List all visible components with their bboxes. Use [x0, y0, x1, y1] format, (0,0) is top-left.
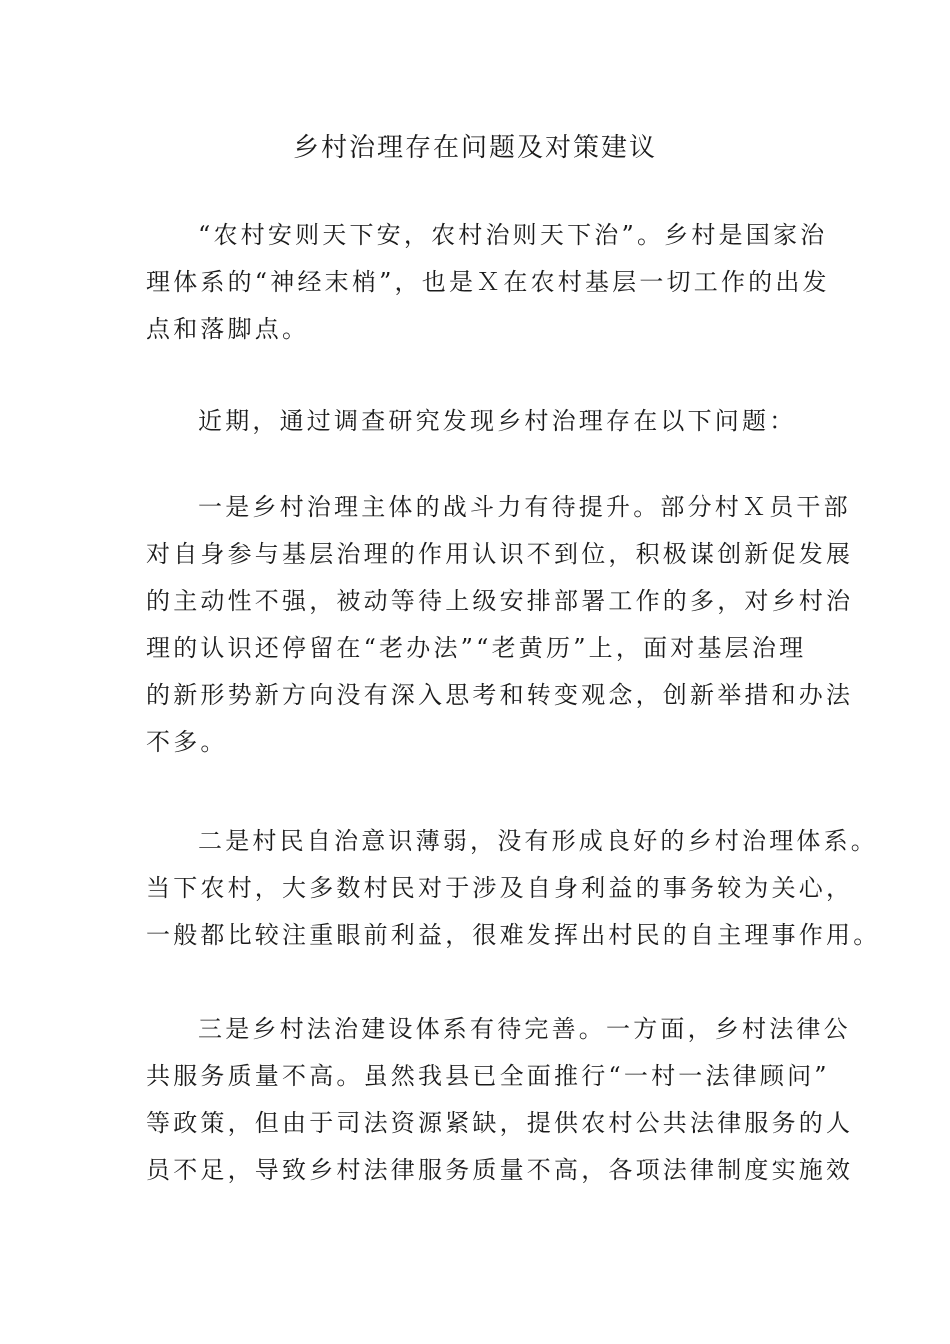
- paragraph-line: 等政策，但由于司法资源紧缺，提供农村公共法律服务的人: [146, 1109, 854, 1137]
- paragraph-line: 共服务质量不高。虽然我县已全面推行“一村一法律顾问”: [146, 1062, 830, 1090]
- paragraph-line: 近期，通过调查研究发现乡村治理存在以下问题：: [198, 407, 797, 435]
- paragraph-line: 理的认识还停留在“老办法”“老黄历”上，面对基层治理: [146, 634, 807, 662]
- paragraph-intro: [146, 212, 830, 353]
- paragraph-findings-intro: [146, 398, 826, 445]
- paragraph-line: 一般都比较注重眼前利益，很难发挥出村民的自主理事作用。: [146, 921, 881, 949]
- paragraph-line: 点和落脚点。: [146, 315, 310, 343]
- paragraph-issue-three: [146, 1006, 854, 1194]
- paragraph-line: 对自身参与基层治理的作用认识不到位，积极谋创新促发展: [146, 540, 854, 568]
- paragraph-line: 一是乡村治理主体的战斗力有待提升。部分村Ｘ员干部: [198, 493, 851, 521]
- paragraph-line: 不多。: [146, 728, 228, 756]
- paragraph-issue-one: [146, 484, 854, 766]
- paragraph-line: 二是村民自治意识薄弱，没有形成良好的乡村治理体系。: [198, 827, 878, 855]
- paragraph-line: 员不足，导致乡村法律服务质量不高，各项法律制度实施效: [146, 1156, 854, 1184]
- paragraph-line: 三是乡村法治建设体系有待完善。一方面，乡村法律公: [198, 1015, 851, 1043]
- paragraph-line: 理体系的“神经末梢”，也是Ｘ在农村基层一切工作的出发: [146, 268, 830, 296]
- paragraph-line: “农村安则天下安，农村治则天下治”。乡村是国家治: [198, 221, 828, 249]
- paragraph-line: 的新形势新方向没有深入思考和转变观念，创新举措和办法: [146, 681, 854, 709]
- paragraph-line: 的主动性不强，被动等待上级安排部署工作的多，对乡村治: [146, 587, 854, 615]
- document-title: 乡村治理存在问题及对策建议: [292, 133, 657, 163]
- paragraph-issue-two: [146, 818, 881, 959]
- paragraph-line: 当下农村，大多数村民对于涉及自身利益的事务较为关心，: [146, 874, 854, 902]
